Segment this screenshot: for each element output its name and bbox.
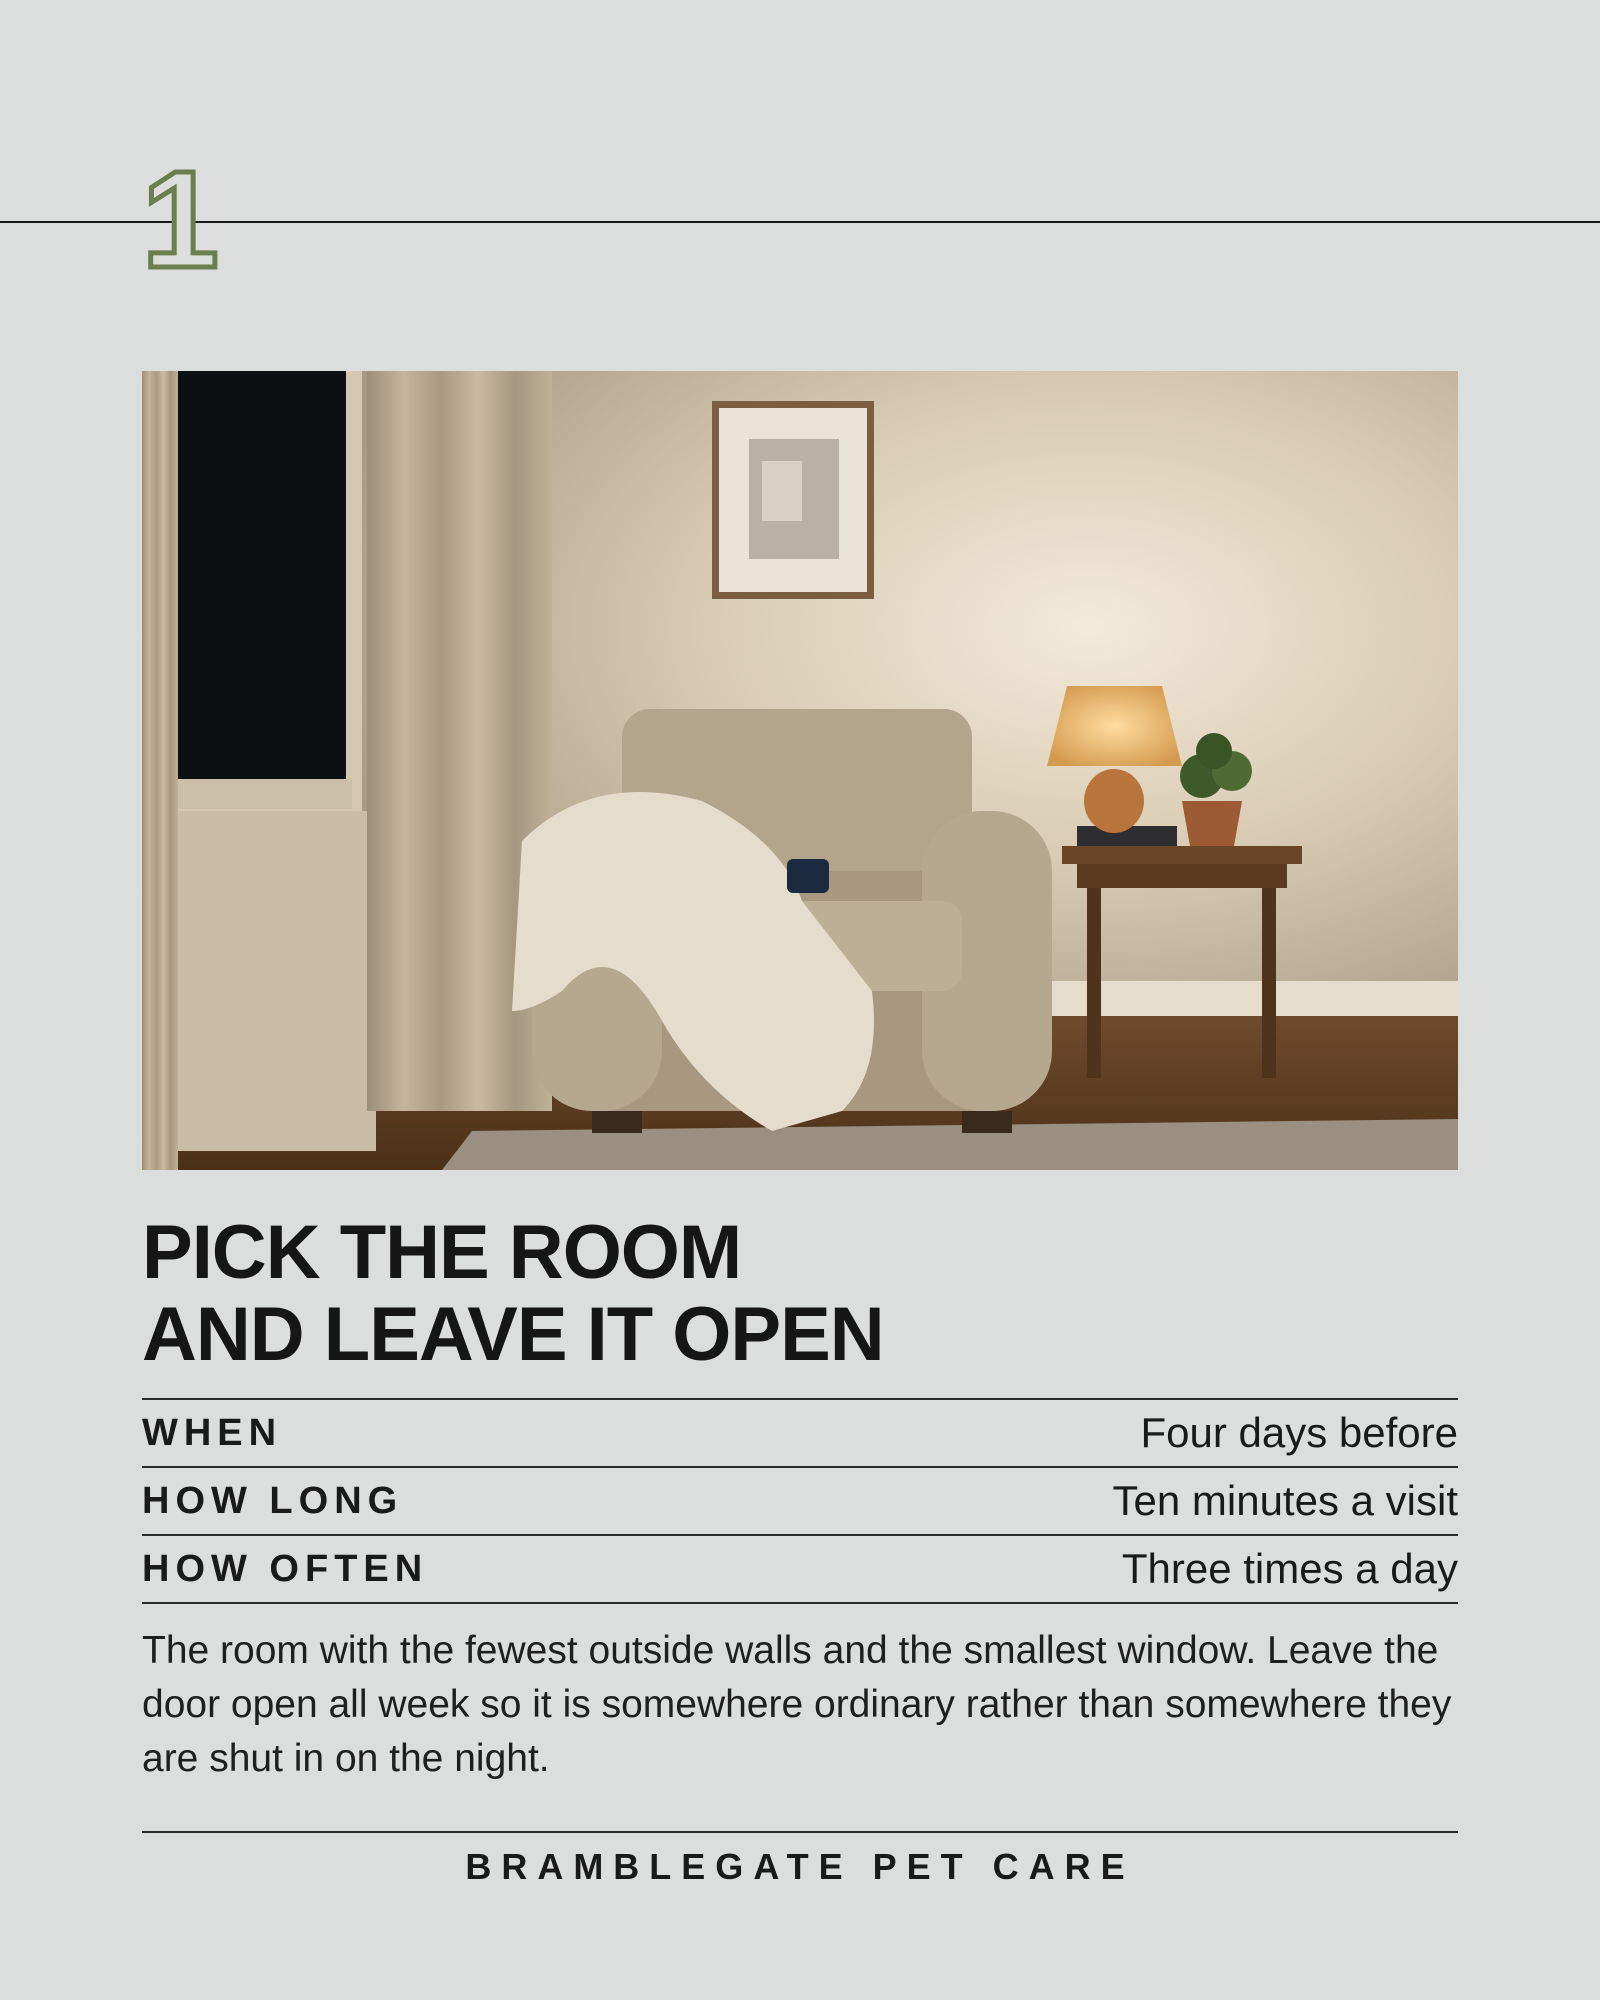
facts-table xyxy=(142,1398,1458,1604)
fact-row-when xyxy=(142,1400,1458,1468)
fact-row-how-long xyxy=(142,1468,1458,1536)
title-line-1: PICK THE ROOM xyxy=(142,1210,742,1295)
fact-value: Ten minutes a visit xyxy=(1112,1477,1458,1524)
room-photo xyxy=(142,371,1458,1170)
fact-label: WHEN xyxy=(142,1411,283,1454)
title-line-2: AND LEAVE IT OPEN xyxy=(142,1292,884,1377)
step-number: 1 xyxy=(142,143,219,297)
step-title xyxy=(142,1212,1458,1376)
fact-label: HOW LONG xyxy=(142,1479,404,1522)
body-paragraph: The room with the fewest outside walls and the smallest window. Leave the door open all week so it is somewhere ordinary rather than somewhere they are shut in on the night. xyxy=(142,1629,1452,1780)
fact-row-how-often xyxy=(142,1536,1458,1604)
fact-value: Four days before xyxy=(1140,1409,1458,1456)
fact-label: HOW OFTEN xyxy=(142,1547,429,1590)
brand-name: BRAMBLEGATE PET CARE xyxy=(465,1846,1135,1887)
footer-divider xyxy=(142,1831,1458,1833)
fact-value: Three times a day xyxy=(1121,1545,1458,1592)
